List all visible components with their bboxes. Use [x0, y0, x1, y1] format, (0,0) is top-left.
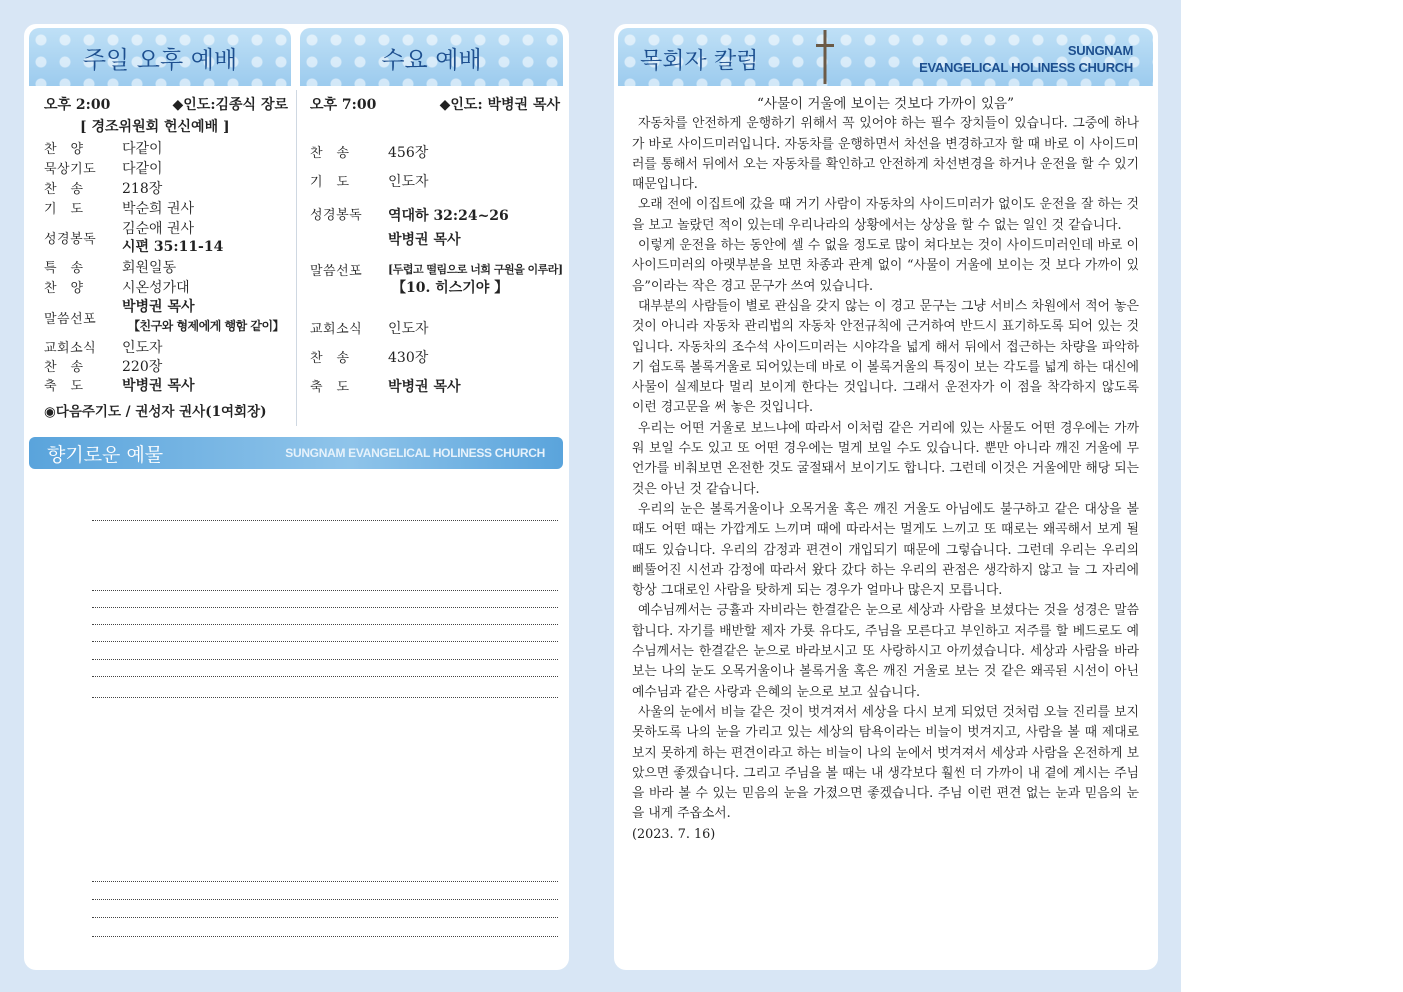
essay-title: “사물이 거울에 보이는 것보다 가까이 있음”: [757, 96, 1014, 112]
service-item-label: 찬 송: [310, 351, 350, 366]
essay-paragraph: 우리는 어떤 거울로 보느냐에 따라서 이처럼 같은 거리에 있는 사물도 어떤 경우에는 가까워 보일 수도 있고 또 어떤 경우에는 멀게 보일 수도 있습니다. 뿐만 아니라 깨진 거울에 무언가를 비춰보면 온전한 것도 굴절돼서 보이기도 합니다. 그런데 이것은 거울에만 해당 되는 것은 아닌 것 같습니다.: [632, 420, 1139, 497]
offering-line: [92, 641, 558, 642]
offering-header: [29, 437, 563, 469]
offering-church-name: SUNGNAM EVANGELICAL HOLINESS CHURCH: [285, 446, 545, 460]
offering-title: 향기로운 예물: [47, 443, 164, 466]
essay-paragraph: 자동차를 안전하게 운행하기 위해서 꼭 있어야 하는 필수 장치들이 있습니다. 그중에 하나가 바로 사이드미러입니다. 자동차를 운행하면서 차선을 변경하고자 할 때 바로 이 사이드미러를 통해서 뒤에서 오는 자동차를 확인하고 안전하게 차선변경을 하거나 운전을 할 수 있기 때문입니다.: [632, 116, 1139, 193]
sunday-sermon-label: 말씀선포: [44, 311, 97, 327]
column-divider: [296, 90, 297, 426]
church-name-line1: SUNGNAM: [1067, 43, 1133, 58]
service-item: [44, 375, 294, 394]
essay-paragraph: 우리의 눈은 볼록거울이나 오목거울 혹은 깨진 거울도 아님에도 불구하고 같은 대상을 볼 때도 어떤 때는 가깝게도 느끼며 때에 따라서는 멀게도 느끼고 또 때로는 왜곡해서 보게 될 때도 있습니다. 우리의 감정과 편견이 개입되기 때문에 그렇습니다. 그런데 우리는 우리의 삐뚤어진 시선과 감정에 따라서 왔다 갔다 하는 우리의 관점은 생각하지 않고 늘 그 자리에 항상 그대로인 사람을 탓하게 되는 경우가 얼마나 많은지 모릅니다.: [632, 501, 1139, 599]
essay-date: (2023. 7. 16): [632, 826, 716, 842]
service-item: [44, 356, 294, 375]
service-item: [44, 158, 294, 178]
service-item: [44, 138, 294, 158]
service-item-label: 찬 양: [44, 142, 84, 157]
service-item-value: 박순희 권사: [122, 201, 195, 217]
wednesday-reading-passage: 역대하 32:24~26: [388, 208, 509, 224]
service-item-value: 인도자: [122, 340, 163, 356]
sunday-reading-passage: 시편 35:11-14: [122, 238, 224, 255]
offering-line: [92, 676, 558, 677]
service-item-label: 축 도: [310, 380, 350, 395]
essay-paragraph: 오래 전에 이집트에 갔을 때 거기 사람이 자동차의 사이드미러가 없이도 운전을 잘 하는 것을 보고 놀랐던 적이 있는데 우리나라의 상황에서는 상상을 할 수 없는 일인 것 같습니다.: [632, 197, 1139, 233]
offering-line: [92, 607, 558, 608]
sunday-items-list: [44, 138, 294, 218]
service-item: [310, 142, 560, 171]
service-item-label: 교회소식: [310, 322, 363, 337]
offering-line: [92, 590, 558, 591]
service-item-value: 220장: [122, 359, 163, 375]
church-name-line2: EVANGELICAL HOLINESS CHURCH: [919, 60, 1133, 75]
service-item-value: 인도자: [388, 174, 429, 190]
service-item-label: 기 도: [44, 202, 84, 217]
pastor-column-title: 목회자 칼럼: [640, 48, 759, 74]
service-item-label: 특 송: [44, 261, 84, 276]
service-item-value: 박병권 목사: [122, 378, 195, 394]
offering-line: [92, 659, 558, 660]
service-item: [44, 257, 294, 277]
sunday-reading-label: 성경봉독: [44, 232, 97, 247]
service-item-value: 박병권 목사: [388, 379, 461, 395]
cross-icon: [816, 30, 834, 84]
essay-paragraph: 사울의 눈에서 비늘 같은 것이 벗겨져서 세상을 다시 보게 되었던 것처럼 오늘 진리를 보지 못하도록 나의 눈을 가리고 있는 세상의 탐욕이라는 비늘이 벗겨지고, 사람을 볼 때 제대로 보지 못하게 하는 편견이라고 하는 비늘이 나의 눈에서 벗겨져서 세상과 사람을 온전하게 보았으면 좋겠습니다. 그리고 주님을 볼 때는 내 생각보다 훨씬 더 가까이 내 곁에 계시는 주님을 바라 볼 수 있는 믿음의 눈을 가졌으면 좋겠습니다. 주님 이런 편견 없는 눈과 믿음의 눈을 내게 주옵소서.: [632, 704, 1139, 822]
wednesday-items-list: [310, 142, 560, 200]
sunday-service-header: [29, 28, 291, 86]
service-item-value: 456장: [388, 145, 429, 161]
service-item-label: 찬 양: [44, 281, 84, 296]
essay-paragraph: 대부분의 사람들이 별로 관심을 갖지 않는 이 경고 문구는 그냥 서비스 차원에서 적어 놓은 것이 아니라 자동차 관리법의 자동차 안전규칙에 근거하여 반드시 표기하도록 되어 있는 것입니다. 자동차의 조수석 사이드미러는 시야각을 넓게 해서 뒤에서 접근하는 차량을 파악하기 쉽도록 볼록거울로 되어있는데 바로 이 볼록거울의 특징이 보는 각도를 넓게 하는 대신에 사물이 실제보다 멀리 보이게 한다는 것입니다. 그래서 운전자가 이 점을 착각하지 않도록 이런 경고문을 써 놓은 것입니다.: [632, 298, 1139, 416]
wednesday-time: 오후 7:00: [310, 97, 377, 113]
sunday-service-title: 주일 오후 예배: [82, 45, 238, 74]
church-name: [919, 42, 1133, 76]
wednesday-service-header: [300, 28, 563, 86]
service-item: [44, 178, 294, 198]
offering-line: [92, 697, 558, 698]
sunday-sermon-title: 【친구와 형제에게 행함 같이】: [128, 319, 285, 333]
sunday-time: 오후 2:00: [44, 97, 111, 113]
service-item-value: 218장: [122, 181, 163, 197]
service-item-label: 축 도: [44, 379, 84, 394]
pastor-essay: [632, 94, 1139, 845]
service-item-label: 찬 송: [44, 182, 84, 197]
service-item: [310, 347, 560, 376]
offering-line: [92, 917, 558, 918]
service-item: [310, 376, 560, 405]
service-item-label: 찬 송: [44, 360, 84, 375]
wednesday-sermon-title: [두렵고 떨림으로 너희 구원을 이루라]: [388, 263, 563, 276]
service-item-value: 시온성가대: [122, 280, 190, 296]
next-prayer: ◉다음주기도 / 권성자 권사(1여회장): [44, 404, 267, 420]
service-item-value: 다같이: [122, 141, 163, 157]
service-item-value: 인도자: [388, 321, 429, 337]
sunday-items-list-3: [44, 337, 294, 394]
service-item-value: 430장: [388, 350, 429, 366]
service-item: [44, 337, 294, 356]
service-item: [44, 198, 294, 218]
sunday-leader: ◆인도:김종식 장로: [172, 97, 288, 113]
service-item: [44, 277, 294, 297]
offering-line: [92, 936, 558, 937]
wednesday-sermon-sub: 【10. 히스기야 】: [392, 280, 509, 296]
sunday-reading-reader: 김순애 권사: [122, 220, 195, 237]
sunday-subtitle: [ 경조위원회 헌신예배 ]: [80, 119, 230, 135]
sunday-items-list-2: [44, 257, 294, 297]
wednesday-reading-reader: 박병권 목사: [388, 232, 461, 248]
wednesday-service-title: 수요 예배: [381, 45, 482, 74]
essay-paragraph: 예수님께서는 긍휼과 자비라는 한결같은 눈으로 세상과 사람을 보셨다는 것을 성경은 말씀합니다. 자기를 배반할 제자 가룟 유다도, 주님을 모른다고 부인하고 저주를 할 베드로도 예수님께서는 한결같은 눈으로 바라보시고 또 사랑하시고 아끼셨습니다. 세상과 사람을 바라보는 나의 눈도 오목거울이나 볼록거울 혹은 깨진 거울로 보는 것 같은 왜곡된 시선이 아닌 예수님과 같은 사랑과 은혜의 눈으로 보고 싶습니다.: [632, 603, 1139, 700]
wednesday-service-order: [310, 94, 563, 405]
wednesday-leader: ◆인도: 박병권 목사: [439, 97, 560, 113]
offering-line: [92, 881, 558, 882]
pastor-column-header: [618, 28, 1153, 86]
service-item: [310, 318, 560, 347]
essay-paragraph: 이렇게 운전을 하는 동안에 셀 수 없을 정도로 많이 쳐다보는 것이 사이드미러인데 바로 이 사이드미러의 아랫부분을 보면 차종과 관계 없이 “사물이 거울에 보이는 것 보다 가까이 있음”이라는 작은 경고 문구가 쓰여 있습니다.: [632, 238, 1139, 294]
offering-line: [92, 520, 558, 521]
service-item-value: 다같이: [122, 161, 163, 177]
wednesday-sermon-label: 말씀선포: [310, 264, 363, 279]
offering-line: [92, 624, 558, 625]
sunday-sermon-speaker: 박병권 목사: [122, 299, 195, 315]
service-item-label: 묵상기도: [44, 162, 97, 177]
service-item-label: 찬 송: [310, 146, 350, 161]
wednesday-reading-label: 성경봉독: [310, 208, 363, 223]
essay-body: [632, 114, 1139, 824]
service-item: [310, 171, 560, 200]
service-item-label: 기 도: [310, 175, 350, 190]
offering-line: [92, 899, 558, 900]
sunday-service-order: [44, 94, 294, 420]
service-item-value: 회원일동: [122, 260, 177, 276]
service-item-label: 교회소식: [44, 341, 97, 356]
wednesday-items-list-2: [310, 318, 560, 405]
